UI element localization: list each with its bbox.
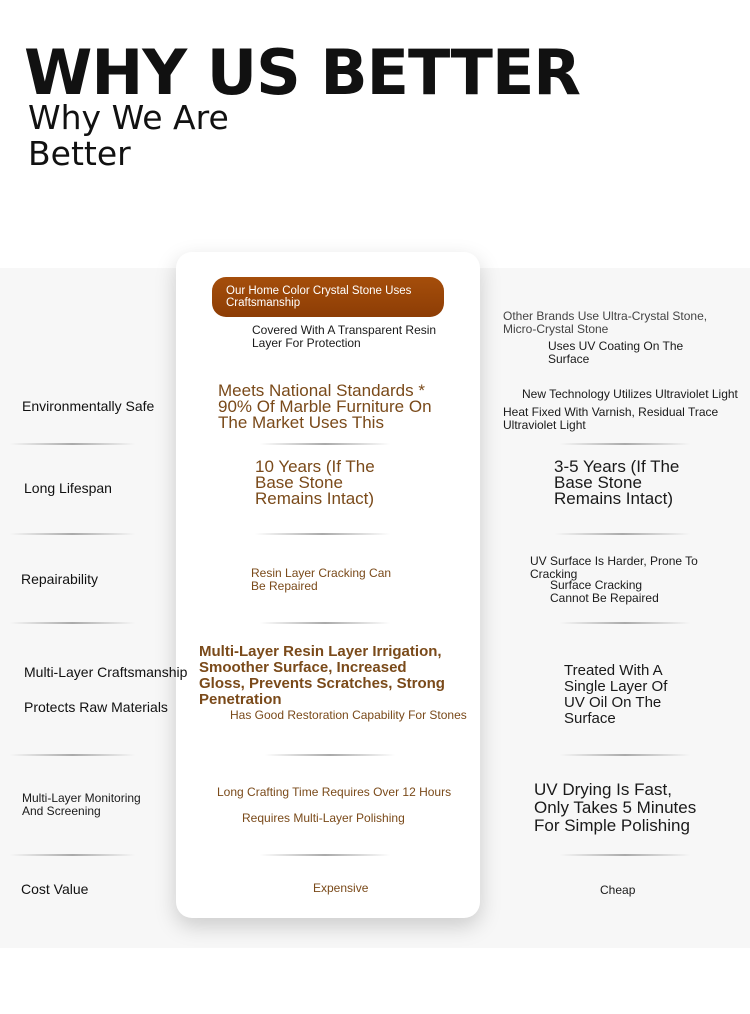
divider: [260, 443, 390, 445]
other-crack-text: Surface Cracking Cannot Be Repaired: [550, 578, 659, 605]
label-long-lifespan: Long Lifespan: [24, 480, 112, 496]
page-title: WHY US BETTER: [24, 36, 581, 109]
our-polish-text: Requires Multi-Layer Polishing: [242, 811, 405, 825]
other-drying-text: UV Drying Is Fast, Only Takes 5 Minutes For Simple Polishing: [534, 780, 697, 835]
our-time-text: Long Crafting Time Requires Over 12 Hours: [217, 785, 452, 799]
our-repair-text: Resin Layer Cracking Can Be Repaired: [251, 566, 392, 593]
label-environmentally-safe: Environmentally Safe: [22, 398, 155, 414]
divider: [10, 622, 135, 624]
other-heat-text: Heat Fixed With Varnish, Residual Trace Ultraviolet Light: [503, 405, 719, 432]
other-lifespan-text: 3-5 Years (If The Base Stone Remains Intact): [554, 457, 680, 508]
divider: [260, 622, 390, 624]
divider: [260, 854, 390, 856]
other-harder-text: UV Surface Is Harder, Prone To Cracking: [530, 554, 698, 581]
other-cost-text: Cheap: [600, 883, 636, 897]
label-monitoring: Multi-Layer Monitoring And Screening: [22, 791, 141, 818]
our-restore-text: Has Good Restoration Capability For Stones: [230, 708, 467, 722]
divider: [560, 754, 690, 756]
divider: [255, 533, 390, 535]
other-header: Other Brands Use Ultra-Crystal Stone, Micro-Crystal Stone: [503, 309, 708, 336]
our-safe-text: Meets National Standards * 90% Of Marble Furniture On The Market Uses This: [218, 381, 432, 432]
label-cost-value: Cost Value: [21, 881, 89, 897]
divider: [10, 754, 135, 756]
divider: [10, 854, 135, 856]
our-cost-text: Expensive: [313, 881, 369, 895]
label-protects-raw-materials: Protects Raw Materials: [24, 699, 168, 715]
our-resin-text: Covered With A Transparent Resin Layer For Protection: [252, 323, 437, 350]
other-uv-text: Uses UV Coating On The Surface: [548, 339, 684, 366]
divider: [265, 754, 395, 756]
label-multi-layer-craftsmanship: Multi-Layer Craftsmanship: [24, 664, 188, 680]
divider: [10, 443, 135, 445]
other-single-text: Treated With A Single Layer Of UV Oil On The Surface: [564, 662, 668, 727]
divider: [560, 622, 690, 624]
divider: [560, 854, 690, 856]
our-craft-text: Multi-Layer Resin Layer Irrigation, Smoother Surface, Increased Gloss, Prevents Scratches, Strong Penetration: [199, 643, 445, 708]
divider: [10, 533, 135, 535]
divider: [555, 533, 690, 535]
other-tech-text: New Technology Utilizes Ultraviolet Light: [522, 387, 738, 401]
label-repairability: Repairability: [21, 571, 99, 587]
our-lifespan-text: 10 Years (If The Base Stone Remains Intact): [255, 457, 375, 508]
page-subtitle: Why We Are Better: [28, 98, 229, 173]
divider: [560, 443, 690, 445]
our-header-pill: Our Home Color Crystal Stone Uses Craftsmanship: [212, 277, 444, 317]
